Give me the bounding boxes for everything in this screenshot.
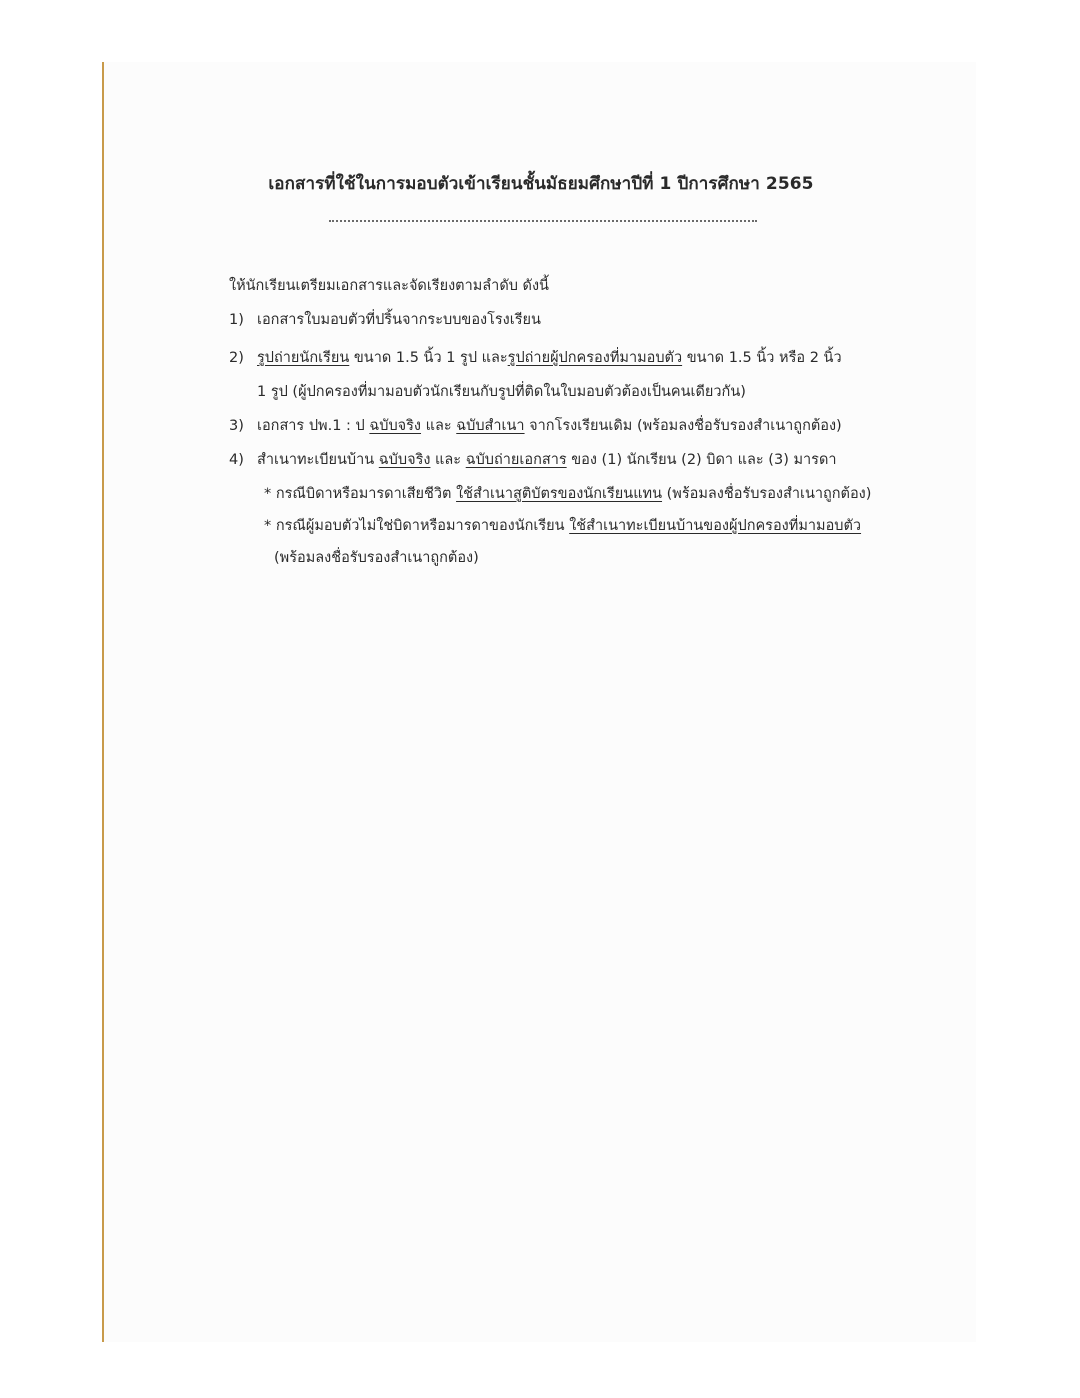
item-number: 1) xyxy=(229,312,244,328)
note-deceased-parent xyxy=(264,482,871,505)
dotted-separator xyxy=(329,220,757,222)
underlined-text: ฉบับจริง xyxy=(378,452,431,468)
underlined-text: ฉบับจริง xyxy=(369,418,422,434)
list-item-1 xyxy=(229,308,541,331)
underlined-text: รูปถ่ายนักเรียน xyxy=(257,350,350,366)
list-item-3 xyxy=(229,414,842,437)
list-item-4 xyxy=(229,448,837,471)
underlined-text: รูปถ่ายผู้ปกครองที่มามอบตัว xyxy=(507,350,683,366)
item-number: 4) xyxy=(229,452,244,468)
note-text: * กรณีผู้มอบตัวไม่ใช่บิดาหรือมารดาของนักเรียน xyxy=(264,518,570,534)
intro-text: ให้นักเรียนเตรียมเอกสารและจัดเรียงตามลำดับ ดังนี้ xyxy=(229,278,549,294)
underlined-text: ใช้สำเนาทะเบียนบ้านของผู้ปกครองที่มามอบตัว xyxy=(569,518,862,534)
item-text: ขนาด 1.5 นิ้ว 1 รูป และ xyxy=(349,350,508,366)
note-guardian xyxy=(264,514,861,537)
note-guardian-continued: (พร้อมลงชื่อรับรองสำเนาถูกต้อง) xyxy=(274,550,479,566)
item-text: ขนาด 1.5 นิ้ว หรือ 2 นิ้ว xyxy=(682,350,842,366)
document-page xyxy=(102,62,976,1342)
underlined-text: ฉบับถ่ายเอกสาร xyxy=(465,452,567,468)
list-item-2-continued: 1 รูป (ผู้ปกครองที่มามอบตัวนักเรียนกับรูปที่ติดในใบมอบตัวต้องเป็นคนเดียวกัน) xyxy=(257,384,746,400)
item-text: สำเนาทะเบียนบ้าน xyxy=(257,452,379,468)
list-item-2 xyxy=(229,346,842,369)
underlined-text: ใช้สำเนาสูติบัตรของนักเรียนแทน xyxy=(456,486,663,502)
item-text: ของ (1) นักเรียน (2) บิดา และ (3) มารดา xyxy=(566,452,837,468)
item-text: และ xyxy=(421,418,457,434)
item-text: และ xyxy=(430,452,466,468)
item-text: เอกสารใบมอบตัวที่ปริ้นจากระบบของโรงเรียน xyxy=(257,312,541,328)
item-text: เอกสาร ปพ.1 : ป xyxy=(257,418,370,434)
item-number: 3) xyxy=(229,418,244,434)
note-text: * กรณีบิดาหรือมารดาเสียชีวิต xyxy=(264,486,457,502)
item-text: จากโรงเรียนเดิม (พร้อมลงชื่อรับรองสำเนาถูกต้อง) xyxy=(524,418,842,434)
underlined-text: ฉบับสำเนา xyxy=(456,418,525,434)
note-text: (พร้อมลงชื่อรับรองสำเนาถูกต้อง) xyxy=(662,486,872,502)
item-number: 2) xyxy=(229,350,244,366)
document-title: เอกสารที่ใช้ในการมอบตัวเข้าเรียนชั้นมัธยมศึกษาปีที่ 1 ปีการศึกษา 2565 xyxy=(268,174,814,194)
